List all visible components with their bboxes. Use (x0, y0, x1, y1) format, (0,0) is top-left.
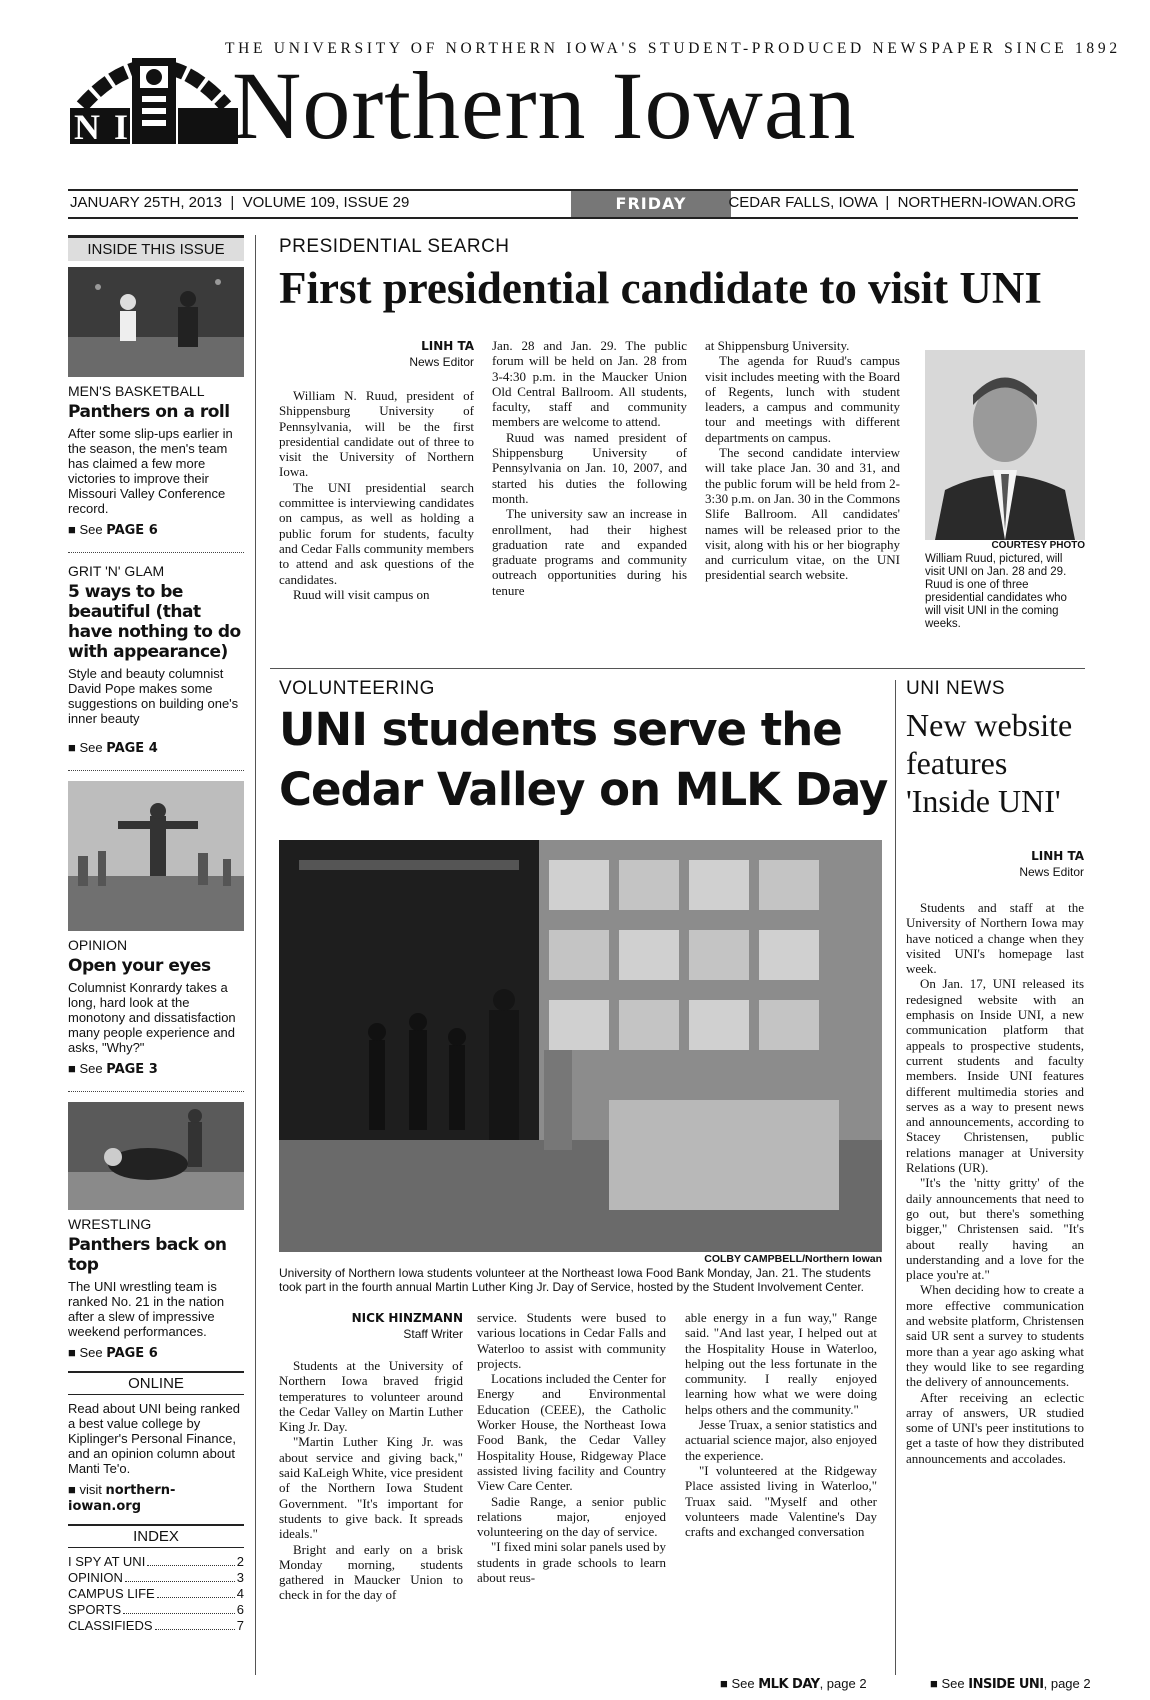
online-text: Read about UNI being ranked a best value college by Kiplinger's Personal Finance, and an opinion column about Manti Te'o. (68, 1401, 241, 1476)
see-page-link[interactable]: ■ See PAGE 3 (68, 1061, 158, 1077)
see-prefix: visit (79, 1482, 102, 1497)
date-issue: JANUARY 25TH, 2013 | VOLUME 109, ISSUE 29 (70, 194, 410, 211)
paragraph: Students and staff at the University of Northern Iowa may have noticed a change when they visited UNI's homepage last week. (906, 900, 1084, 977)
index-label: I SPY AT UNI (68, 1554, 146, 1569)
paragraph: Jan. 28 and Jan. 29. The public forum will be held on Jan. 28 from 3-4:30 p.m. in the Maucker Union Old Central Ballroom. All students, faculty, staff and community members are welcome to attend. (492, 338, 687, 430)
author-name: LINH TA (1031, 849, 1084, 863)
jump-link-mlk[interactable]: ■ See MLK DAY, page 2 (720, 1676, 867, 1692)
feature-column-2 (477, 1310, 666, 1585)
sidebar-title[interactable]: Open your eyes (68, 956, 211, 976)
jump-page: , page 2 (1043, 1676, 1091, 1691)
index-page: 6 (236, 1602, 244, 1617)
index-label: SPORTS (68, 1602, 122, 1617)
author-role: News Editor (1019, 865, 1084, 879)
index-list (68, 1554, 244, 1634)
author-name: NICK HINZMANN (351, 1311, 463, 1325)
lead-column-3 (705, 338, 900, 583)
photo-caption: William Ruud, pictured, will visit UNI on Jan. 28 and 29. Ruud is one of three presidential candidates who will visit UNI in the coming weeks. (925, 553, 1067, 630)
website-link[interactable]: northern-iowan.org (68, 1483, 176, 1514)
see-page-link[interactable]: ■ See PAGE 4 (68, 740, 158, 756)
sidebar-teaser: Style and beauty columnist David Pope makes some suggestions on building one's inner beauty (68, 666, 239, 726)
paragraph: Jesse Truax, a senior statistics and actuarial science major, also enjoyed the experience. (685, 1417, 877, 1463)
photo-credit: COLBY CAMPBELL/Northern Iowan (704, 1253, 882, 1265)
author-role: Staff Writer (403, 1327, 463, 1341)
index-row[interactable] (68, 1602, 244, 1618)
column-rule (255, 235, 256, 1675)
index-page: 2 (236, 1554, 244, 1569)
jump-label: MLK DAY (758, 1677, 820, 1692)
jump-label: INSIDE UNI (968, 1677, 1044, 1692)
index-page: 4 (236, 1586, 244, 1601)
divider (68, 552, 244, 553)
see-page-link[interactable]: ■ See PAGE 6 (68, 522, 158, 538)
feature-kicker: VOLUNTEERING (279, 678, 435, 699)
ni-logo (68, 36, 240, 146)
paragraph: "I volunteered at the Ridgeway Place assisted living in Waterloo," Truax said. "Myself and other volunteers made Valentine's Day crafts and exchanged conversation (685, 1462, 877, 1540)
sidebar-kicker: WRESTLING (68, 1216, 152, 1232)
wrestling-photo (68, 1102, 244, 1210)
ruud-portrait (925, 350, 1085, 540)
paragraph: "It's the 'nitty gritty' of the daily announcements that need to go out, but there's something bigger," Christensen said. "It's about really having an understanding and a love for the place you're at." (906, 1175, 1084, 1283)
index-page: 3 (236, 1570, 244, 1585)
paragraph: After receiving an eclectic array of answers, UR studied some of UNI's peer institutions to get a taste of how they distributed announcements and accolades. (906, 1389, 1084, 1466)
basketball-player-image (68, 267, 244, 377)
sidebar-kicker: OPINION (68, 937, 128, 953)
index-header: INDEX (68, 1524, 244, 1548)
paragraph: Locations included the Center for Energy and Environmental Education (CEEE), the Catholic Worker House, the Northeast Iowa Food Bank, the Cedar Valley Hospitality House, Ridgeway Place assisted living facility and Country View Care Center. (477, 1371, 666, 1494)
food-bank-photo (279, 840, 882, 1252)
lead-column-1 (279, 338, 474, 602)
news-byline (906, 848, 1084, 880)
paragraph: "Martin Luther King Jr. was about service and giving back," said KaLeigh White, vice president of the Northern Iowa Student Government. "It's important for students to give back. It spreads ideals." (279, 1434, 463, 1542)
warehouse-volunteers-image (279, 840, 882, 1252)
online-link[interactable]: ■ visit northern-iowan.org (68, 1482, 176, 1514)
feature-headline[interactable]: UNI students serve the Cedar Valley on MLK Day (279, 703, 888, 816)
see-prefix: See (941, 1676, 965, 1691)
index-row[interactable] (68, 1554, 244, 1570)
opinion-photo (68, 781, 244, 931)
location-site: CEDAR FALLS, IOWA | NORTHERN-IOWAN.ORG (728, 194, 1076, 211)
lead-kicker: PRESIDENTIAL SEARCH (279, 236, 510, 257)
sidebar-teaser: After some slip-ups earlier in the season, the men's team has claimed a few more victories to improve their Missouri Valley Conference record. (68, 426, 233, 516)
paragraph: When deciding how to create a more effective communication and website platform, Christensen said UR sent a survey to students more than a year ago asking what they would like to see regarding the delivery of announcements. (906, 1282, 1084, 1390)
paragraph: The UNI presidential search committee is interviewing candidates on campus, as well as holding a public forum for students, faculty and Cedar Falls community members to attend and ask questions of the candidates. (279, 479, 474, 587)
wrestlers-image (68, 1102, 244, 1210)
paragraph: Bright and early on a brisk Monday morning, students gathered in Maucker Union to check in for the day of (279, 1541, 463, 1603)
newspaper-title: Northern Iowan (232, 52, 857, 159)
lead-headline[interactable]: First presidential candidate to visit UNI (279, 263, 1042, 313)
see-prefix: See (79, 522, 103, 537)
index-label: OPINION (68, 1570, 123, 1585)
lead-column-2 (492, 338, 687, 598)
index-label: CLASSIFIEDS (68, 1618, 153, 1633)
online-header: ONLINE (68, 1371, 244, 1395)
paragraph: "I fixed mini solar panels used by students in grade schools to learn about reus- (477, 1539, 666, 1586)
see-page: PAGE 6 (106, 1346, 158, 1361)
basketball-photo (68, 267, 244, 377)
see-page: PAGE 6 (106, 523, 158, 538)
jump-page: , page 2 (819, 1676, 867, 1691)
index-row[interactable] (68, 1618, 244, 1634)
see-prefix: See (731, 1676, 755, 1691)
weekday-badge: FRIDAY (571, 191, 731, 217)
paragraph: Students at the University of Northern Iowa braved frigid temperatures to volunteer around the Cedar Valley on Martin Luther King Jr. Day. (279, 1358, 463, 1435)
paragraph: William N. Ruud, president of Shippensburg University of Pennsylvania, will be the first presidential candidate out of three to visit the University of Northern Iowa. (279, 388, 474, 480)
figure-outstretched-image (68, 781, 244, 931)
see-page: PAGE 3 (106, 1062, 158, 1077)
paragraph: service. Students were bused to various locations in Cedar Falls and Waterloo to assist with community projects. (477, 1310, 666, 1371)
see-page: PAGE 4 (106, 741, 158, 756)
index-label: CAMPUS LIFE (68, 1586, 155, 1601)
see-prefix: See (79, 1345, 103, 1360)
photo-caption: University of Northern Iowa students volunteer at the Northeast Iowa Food Bank Monday, Jan. 21. The students took part in the fourth annual Martin Luther King Jr. Day of Service, hosted by the Student Involvement Center. (279, 1266, 871, 1294)
sidebar-teaser: The UNI wrestling team is ranked No. 21 in the nation after a slew of impressive weekend performances. (68, 1279, 225, 1339)
see-prefix: See (79, 740, 103, 755)
jump-link-inside-uni[interactable]: ■ See INSIDE UNI, page 2 (930, 1676, 1091, 1692)
index-page: 7 (236, 1618, 244, 1633)
paragraph: at Shippensburg University. (705, 338, 850, 353)
author-role: News Editor (409, 355, 474, 369)
paragraph: Ruud was named president of Shippensburg University of Pennsylvania on Jan. 10, 2007, and started his duties the following month. (492, 429, 687, 506)
paragraph: Ruud will visit campus on (293, 586, 430, 602)
paragraph: On Jan. 17, UNI released its redesigned website with an emphasis on Inside UNI, a new communication platform that appeals to prospective students, current students and faculty members. Inside UNI features different multimedia stories and serves as a way to present news and announcements, according to Stacey Christensen, public relations manager at University Relations (UR). (906, 976, 1084, 1176)
paragraph: The second candidate interview will take place Jan. 30 and 31, and the public forum will be held from 2-3:30 p.m. on Jan. 30 in the Commons Slife Ballroom. All candidates' names will be released prior to the visit, along with his or her biography and curriculum vitae, on the UNI presidential search website. (705, 445, 900, 583)
news-headline[interactable]: New website features 'Inside UNI' (906, 707, 1073, 819)
masthead-tagline: THE UNIVERSITY OF NORTHERN IOWA'S STUDENT-PRODUCED NEWSPAPER SINCE 1892 (225, 40, 1121, 57)
sidebar-title[interactable]: Panthers back on top (68, 1235, 227, 1275)
sidebar-kicker: MEN'S BASKETBALL (68, 383, 205, 399)
photo-credit: COURTESY PHOTO (991, 540, 1085, 551)
paragraph: The agenda for Ruud's campus visit includes meeting with the Board of Regents, lunch with student leaders, a campus and community tour and meetings with different departments on campus. (705, 353, 900, 445)
logo-letters: NI (74, 107, 143, 147)
section-divider (270, 668, 1085, 669)
column-rule (895, 680, 896, 1675)
sidebar-teaser: Columnist Konrardy takes a long, hard look at the monotony and dissatisfaction many people experience and asks, "Why?" (68, 980, 236, 1055)
sidebar-kicker: GRIT 'N' GLAM (68, 563, 165, 579)
news-column (906, 848, 1084, 1466)
index-row[interactable] (68, 1570, 244, 1586)
author-name: LINH TA (421, 339, 474, 353)
divider (68, 1091, 244, 1092)
paragraph: Sadie Range, a senior public relations major, enjoyed volunteering on the day of service. (477, 1493, 666, 1540)
sidebar-title[interactable]: Panthers on a roll (68, 402, 230, 422)
portrait-image (925, 350, 1085, 540)
feature-column-1 (279, 1310, 463, 1603)
see-page-link[interactable]: ■ See PAGE 6 (68, 1345, 158, 1361)
lead-byline (279, 338, 474, 370)
sidebar-header: INSIDE THIS ISSUE (68, 235, 244, 261)
paragraph: The university saw an increase in enrollment, had their highest graduation rate and expanded graduate programs and community outreach opportunities during his tenure (492, 506, 687, 598)
sidebar-title[interactable]: 5 ways to be beautiful (that have nothing to do with appearance) (68, 582, 241, 662)
divider (68, 770, 244, 771)
feature-column-3 (685, 1310, 877, 1539)
dateline-bar (68, 189, 1078, 219)
news-kicker: UNI NEWS (906, 678, 1005, 699)
paragraph: able energy in a fun way," Range said. "And last year, I helped out at the Hospitality House in Waterloo, helping out the less fortunate in the community. I really enjoyed learning how what we were doing helps others and the community." (685, 1310, 877, 1417)
feature-byline (279, 1310, 463, 1342)
inside-this-issue-sidebar (68, 235, 244, 1634)
index-row[interactable] (68, 1586, 244, 1602)
see-prefix: See (79, 1061, 103, 1076)
